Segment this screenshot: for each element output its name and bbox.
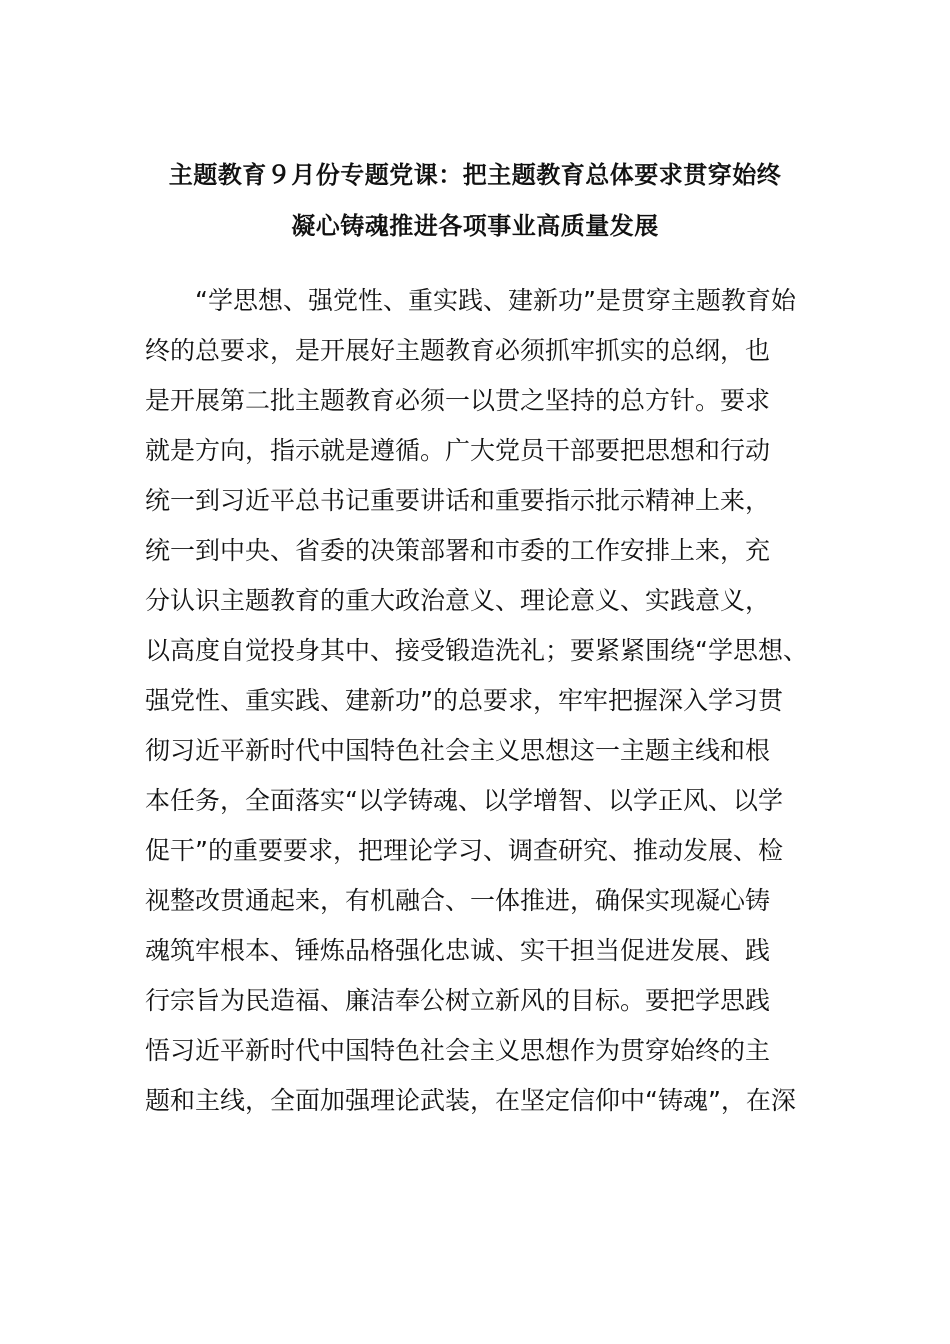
- paragraph-line: 题和主线，全面加强理论武装，在坚定信仰中“铸魂”，在深: [145, 1086, 796, 1115]
- paragraph-line: 强党性、重实践、建新功”的总要求，牢牢把握深入学习贯: [145, 686, 783, 715]
- paragraph-line: 分认识主题教育的重大政治意义、理论意义、实践意义，: [145, 586, 771, 615]
- paragraph-line: 统一到习近平总书记重要讲话和重要指示批示精神上来，: [145, 486, 771, 515]
- paragraph-line: 彻习近平新时代中国特色社会主义思想这一主题主线和根: [145, 736, 771, 765]
- body-paragraph: [145, 276, 815, 1126]
- paragraph-line: 终的总要求，是开展好主题教育必须抓牢抓实的总纲，也: [145, 336, 771, 365]
- paragraph-line: 促干”的重要要求，把理论学习、调查研究、推动发展、检: [145, 836, 783, 865]
- document-title-line-1: 主题教育９月份专题党课：把主题教育总体要求贯穿始终: [168, 161, 782, 189]
- paragraph-line: 就是方向，指示就是遵循。广大党员干部要把思想和行动: [145, 436, 771, 465]
- paragraph-line: 是开展第二批主题教育必须一以贯之坚持的总方针。要求: [145, 386, 771, 415]
- paragraph-line: 本任务，全面落实“以学铸魂、以学增智、以学正风、以学: [145, 786, 783, 815]
- document-title-line-2: 凝心铸魂推进各项事业高质量发展: [291, 212, 659, 240]
- paragraph-line: 悟习近平新时代中国特色社会主义思想作为贯穿始终的主: [145, 1036, 771, 1065]
- paragraph-line: 以高度自觉投身其中、接受锻造洗礼；要紧紧围绕“学思想、: [145, 636, 808, 665]
- paragraph-line: 视整改贯通起来，有机融合、一体推进，确保实现凝心铸: [145, 886, 771, 915]
- paragraph-line: “学思想、强党性、重实践、建新功”是贯穿主题教育始: [195, 286, 796, 315]
- paragraph-line: 统一到中央、省委的决策部署和市委的工作安排上来，充: [145, 536, 771, 565]
- paragraph-line: 行宗旨为民造福、廉洁奉公树立新风的目标。要把学思践: [145, 986, 771, 1015]
- paragraph-line: 魂筑牢根本、锤炼品格强化忠诚、实干担当促进发展、践: [145, 936, 771, 965]
